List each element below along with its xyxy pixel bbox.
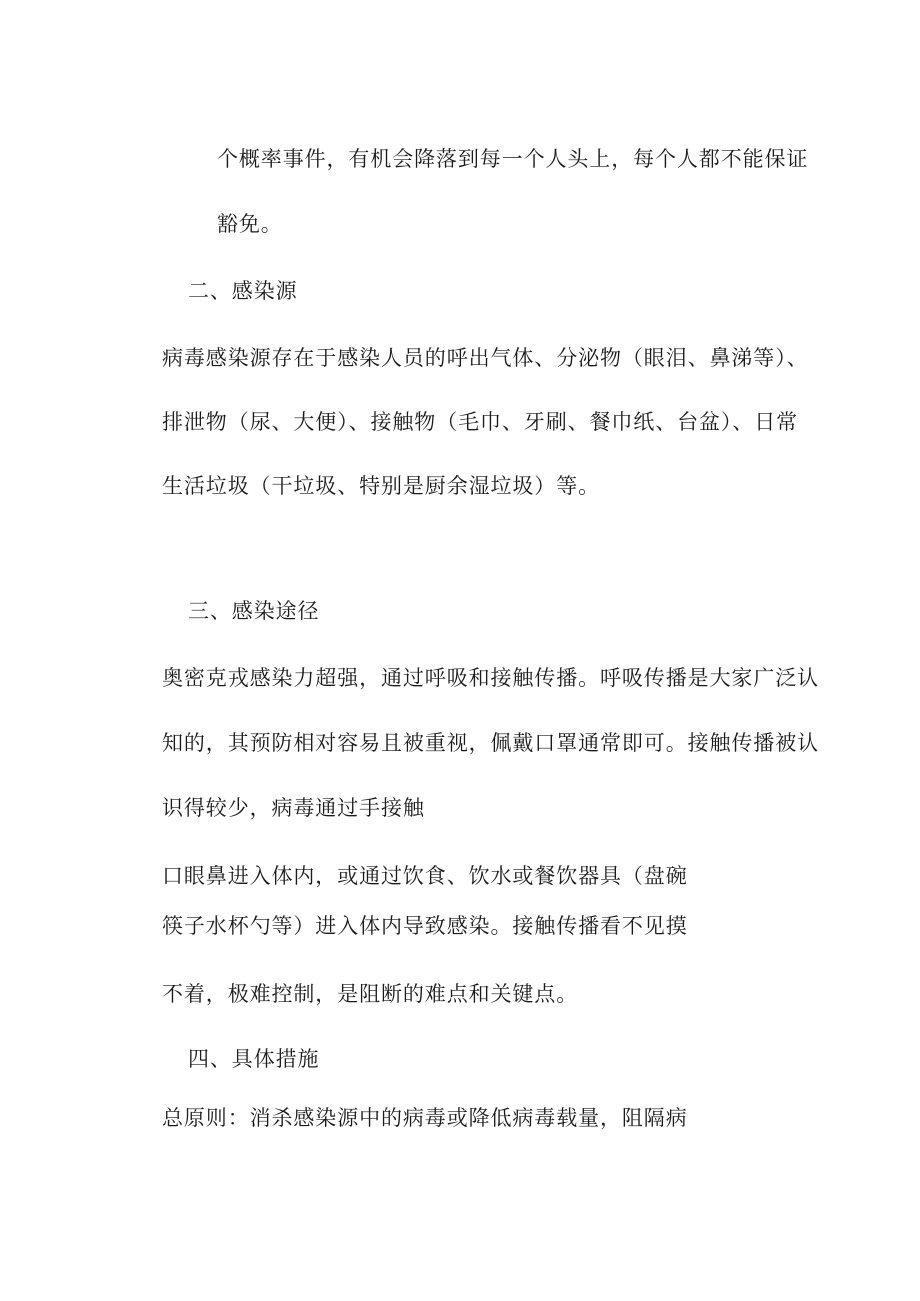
intro-line-2: 豁免。: [217, 212, 283, 236]
section-4-line-1: 总原则：消杀感染源中的病毒或降低病毒载量，阻隔病: [162, 1106, 688, 1130]
section-3-line-1: 奥密克戎感染力超强，通过呼吸和接触传播。呼吸传播是大家广泛认: [162, 666, 819, 690]
section-2-line-1: 病毒感染源存在于感染人员的呼出气体、分泌物（眼泪、鼻涕等）、: [162, 346, 809, 370]
section-3-line-3: 识得较少，病毒通过手接触: [162, 796, 425, 820]
section-4-heading: 四、具体措施: [188, 1047, 320, 1071]
section-3-line-6: 不着，极难控制，是阻断的难点和关键点。: [162, 982, 579, 1006]
section-3-heading: 三、感染途径: [188, 599, 320, 623]
section-2-heading: 二、感染源: [188, 279, 298, 303]
section-3-line-4: 口眼鼻进入体内，或通过饮食、饮水或餐饮器具（盘碗: [162, 864, 688, 888]
section-3-line-2: 知的，其预防相对容易且被重视，佩戴口罩通常即可。接触传播被认: [162, 731, 819, 755]
section-3-line-5: 筷子水杯勺等）进入体内导致感染。接触传播看不见摸: [162, 914, 688, 938]
intro-line-1: 个概率事件，有机会降落到每一个人头上，每个人都不能保证: [217, 147, 809, 171]
section-2-line-2: 排泄物（尿、大便）、接触物（毛巾、牙刷、餐巾纸、台盆）、日常: [162, 410, 798, 434]
section-2-line-3: 生活垃圾（干垃圾、特别是厨余湿垃圾）等。: [162, 474, 600, 498]
